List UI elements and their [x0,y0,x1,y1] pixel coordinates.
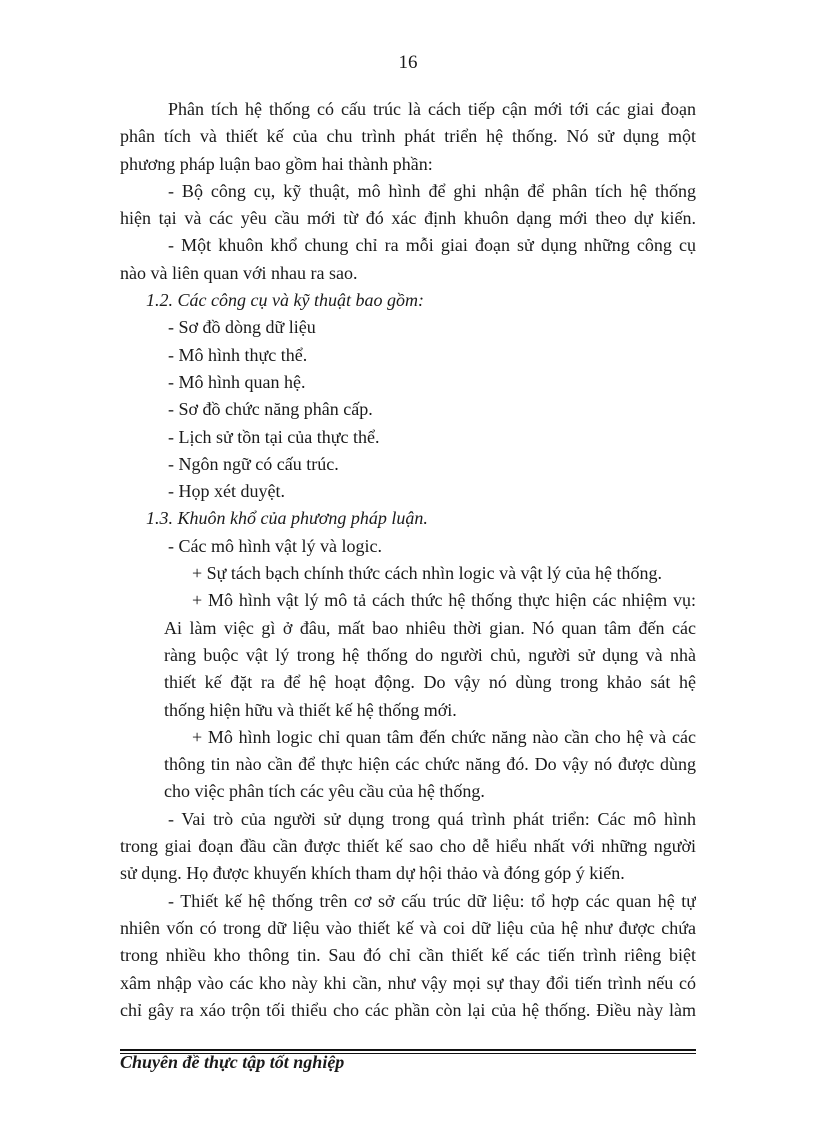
paragraph-line: thông tin nào cần để thực hiện các chức năng đó. Do vậy nó được dùng [164,754,696,775]
section-heading: 1.2. Các công cụ và kỹ thuật bao gồm: [146,290,424,311]
paragraph-line: - Vai trò của người sử dụng trong quá trình phát triển: Các mô hình [168,808,696,829]
sub-list-item: + Sự tách bạch chính thức cách nhìn logic và vật lý của hệ thống. [192,563,663,584]
paragraph-line: sử dụng. Họ được khuyến khích tham dự hội thảo và đóng góp ý kiến. [120,863,625,884]
paragraph-line: thiết kế đặt ra để hệ hoạt động. Do vậy nó dùng trong khảo sát hệ [164,672,696,693]
paragraph-line: cho việc phân tích các yêu cầu của hệ thống. [164,781,485,802]
sub-list-item: + Mô hình vật lý mô tả cách thức hệ thống thực hiện các nhiệm vụ: [192,590,696,611]
paragraph-line: trong giai đoạn đầu cần được thiết kế sao cho dễ hiểu nhất với những người [120,836,696,857]
paragraph-line: hiện tại và các yêu cầu mới từ đó xác định khuôn dạng mới theo dự kiến. [120,208,696,229]
paragraph-line: chỉ gây ra xáo trộn tối thiểu cho các phần còn lại của hệ thống. Điều này làm [120,999,696,1020]
document-body [120,96,696,1024]
paragraph-line: - Thiết kế hệ thống trên cơ sở cấu trúc dữ liệu: tổ hợp các quan hệ tự [168,890,696,911]
footer-rule [120,1049,696,1051]
paragraph-line: nhiên vốn có trong dữ liệu vào thiết kế và coi dữ liệu của hệ như được chứa [120,917,696,938]
paragraph-line: nào và liên quan với nhau ra sao. [120,262,358,283]
list-item: - Lịch sử tồn tại của thực thể. [168,426,380,447]
paragraph-line: Ai làm việc gì ở đâu, mất bao nhiêu thời gian. Nó quan tâm đến các [164,617,696,638]
list-item: - Họp xét duyệt. [168,481,285,502]
paragraph-line: trong nhiều kho thông tin. Sau đó chỉ cần thiết kế các tiến trình riêng biệt [120,945,696,966]
list-item: - Mô hình quan hệ. [168,371,306,392]
page-number: 16 [398,52,418,73]
list-item: - Các mô hình vật lý và logic. [168,535,382,556]
paragraph-line: ràng buộc vật lý trong hệ thống do người chủ, người sử dụng và nhà [164,644,696,665]
paragraph-line: thống hiện hữu và thiết kế hệ thống mới. [164,699,457,720]
section-heading: 1.3. Khuôn khổ của phương pháp luận. [146,508,428,529]
paragraph-line: - Một khuôn khổ chung chỉ ra mỗi giai đoạn sử dụng những công cụ [168,235,696,256]
list-item: - Mô hình thực thể. [168,344,308,365]
list-item: - Sơ đồ chức năng phân cấp. [168,399,373,420]
paragraph-line: phân tích và thiết kế của chu trình phát triển hệ thống. Nó sử dụng một [120,126,696,147]
paragraph-line: - Bộ công cụ, kỹ thuật, mô hình để ghi nhận để phân tích hệ thống [168,180,696,201]
list-item: - Sơ đồ dòng dữ liệu [168,317,316,338]
footer-title: Chuyên đề thực tập tốt nghiệp [120,1052,345,1072]
list-item: - Ngôn ngữ có cấu trúc. [168,453,339,474]
paragraph-line: xâm nhập vào các kho này khi cần, như vậy mọi sự thay đổi tiến trình nếu có [120,972,696,993]
paragraph-line: Phân tích hệ thống có cấu trúc là cách tiếp cận mới tới các giai đoạn [168,99,696,119]
paragraph-line: phương pháp luận bao gồm hai thành phần: [120,153,433,174]
sub-list-item: + Mô hình logic chỉ quan tâm đến chức năng nào cần cho hệ và các [192,726,696,747]
